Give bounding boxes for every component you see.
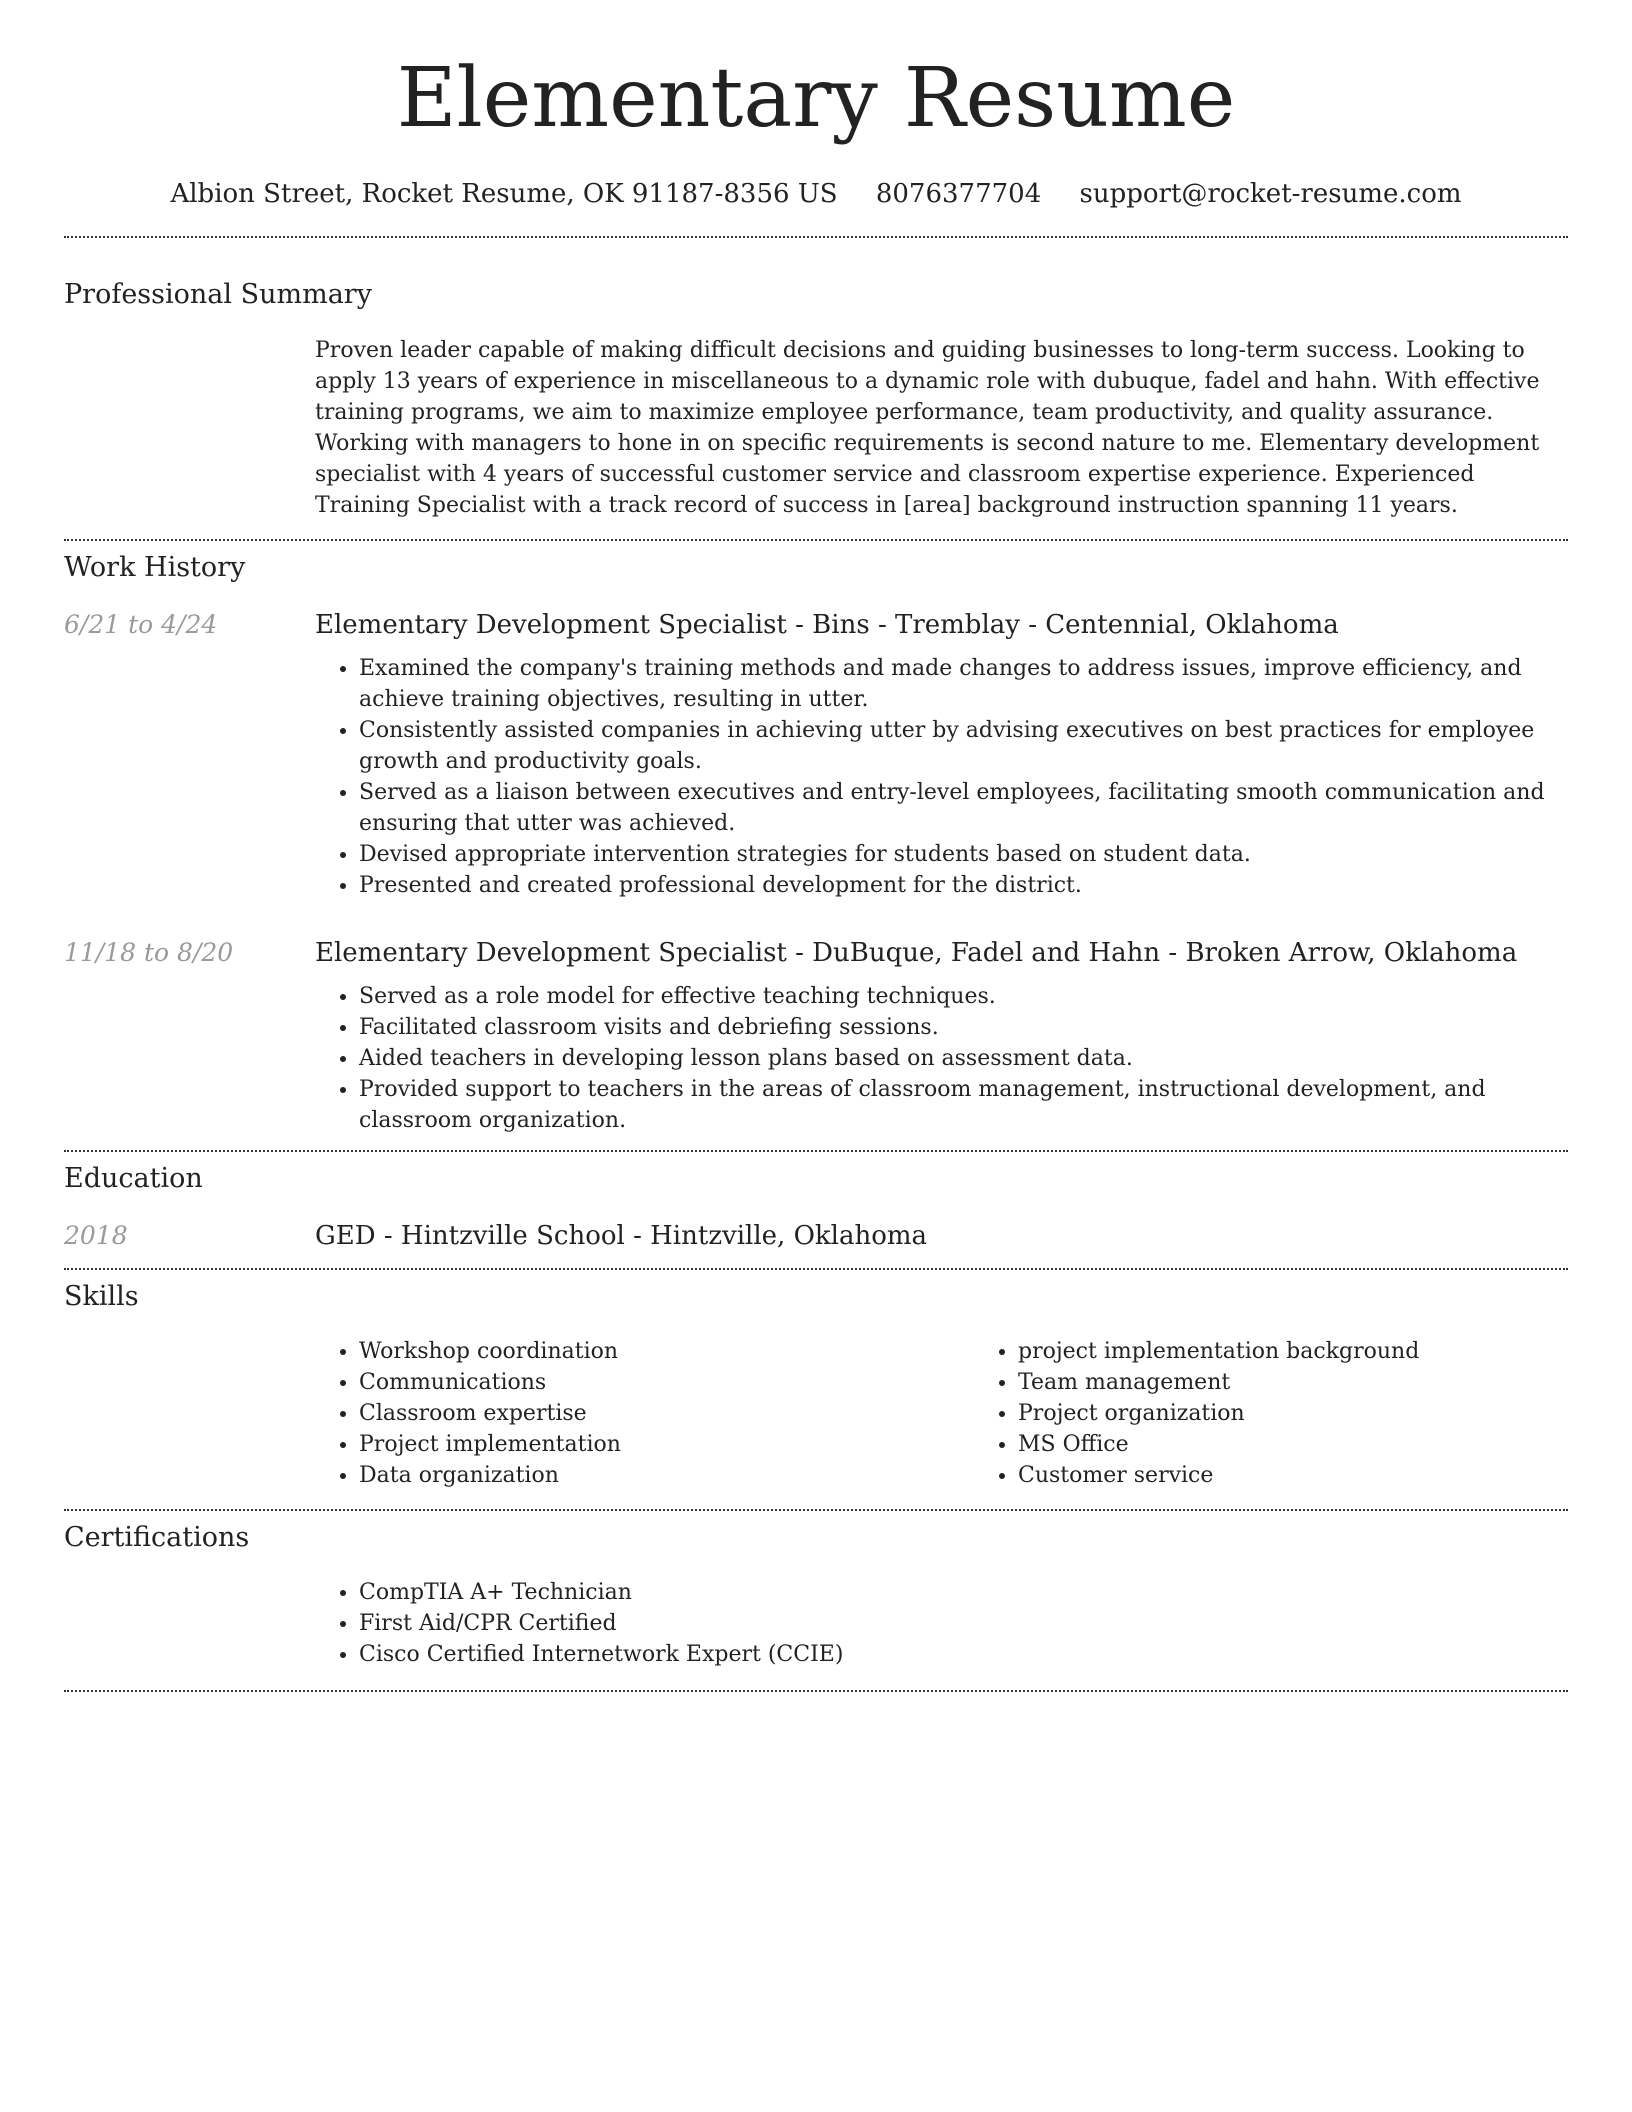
summary-heading: Professional Summary [64, 279, 372, 310]
skill-item: • MS Office [1018, 1429, 1632, 1460]
job-bullets [315, 653, 1568, 901]
divider [64, 539, 1568, 541]
job-dates: 6/21 to 4/24 [64, 610, 218, 639]
skills-heading: Skills [64, 1281, 139, 1312]
job-bullet: • Aided teachers in developing lesson plans based on assessment data. [359, 1043, 1568, 1074]
job-bullet: • Consistently assisted companies in achieving utter by advising executives on best practices for employee growth and productivity goals. [359, 715, 1568, 777]
job-title: Elementary Development Specialist - DuBuque, Fadel and Hahn - Broken Arrow, Oklahoma [315, 938, 1518, 968]
skill-item: • Data organization [359, 1460, 974, 1491]
contact-line [64, 174, 1568, 214]
contact-address: Albion Street, Rocket Resume, OK 91187-8356 US [170, 179, 838, 209]
divider [64, 1690, 1568, 1692]
skills-list-right [974, 1336, 1632, 1491]
education-year: 2018 [64, 1221, 128, 1250]
divider [64, 1268, 1568, 1270]
skill-item: • project implementation background [1018, 1336, 1632, 1367]
certifications-row [64, 1577, 1568, 1670]
job-entry [64, 609, 1568, 901]
contact-email: support@rocket-resume.com [1079, 179, 1462, 209]
job-bullets [315, 981, 1568, 1136]
job-bullet: • Served as a liaison between executives and entry-level employees, facilitating smooth communication and ensuring that utter was achieved. [359, 777, 1568, 839]
job-bullet: • Presented and created professional development for the district. [359, 870, 1568, 901]
education-entry [64, 1220, 1568, 1252]
summary-row [64, 335, 1568, 521]
skill-item: • Project organization [1018, 1398, 1632, 1429]
job-bullet: • Devised appropriate intervention strategies for students based on student data. [359, 839, 1568, 870]
education-detail: GED - Hintzville School - Hintzville, Oklahoma [315, 1221, 928, 1251]
skill-item: • Classroom expertise [359, 1398, 974, 1429]
certifications-list [315, 1577, 1568, 1670]
skill-item: • Team management [1018, 1367, 1632, 1398]
skills-row [64, 1336, 1568, 1491]
skills-list-left [315, 1336, 974, 1491]
skill-item: • Project implementation [359, 1429, 974, 1460]
work-history-heading: Work History [64, 552, 246, 583]
job-entry [64, 937, 1568, 1136]
certification-item: • CompTIA A+ Technician [359, 1577, 1568, 1608]
job-bullet: • Examined the company's training methods and made changes to address issues, improve efficiency, and achieve training objectives, resulting in utter. [359, 653, 1568, 715]
divider [64, 236, 1568, 238]
skill-item: • Customer service [1018, 1460, 1632, 1491]
job-title: Elementary Development Specialist - Bins - Tremblay - Centennial, Oklahoma [315, 610, 1339, 640]
divider [64, 1150, 1568, 1152]
job-dates: 11/18 to 8/20 [64, 938, 234, 967]
job-bullet: • Provided support to teachers in the areas of classroom management, instructional development, and classroom organization. [359, 1074, 1568, 1136]
resume-name: Elementary Resume [396, 51, 1236, 146]
certification-item: • First Aid/CPR Certified [359, 1608, 1568, 1639]
skill-item: • Workshop coordination [359, 1336, 974, 1367]
certifications-heading: Certifications [64, 1522, 250, 1553]
divider [64, 1509, 1568, 1511]
certification-item: • Cisco Certified Internetwork Expert (CCIE) [359, 1639, 1568, 1670]
summary-text: Proven leader capable of making difficult decisions and guiding businesses to long-term success. Looking to apply 13 years of experience in miscellaneous to a dynamic role with dubuque, fadel and hahn. With effective training programs, we aim to maximize employee performance, team productivity, and quality assurance. Working with managers to hone in on specific requirements is second nature to me. Elementary development specialist with 4 years of successful customer service and classroom expertise experience. Experienced Training Specialist with a track record of success in [area] background instruction spanning 11 years. [315, 338, 1540, 518]
resume-page [64, 0, 1568, 1692]
job-bullet: • Facilitated classroom visits and debriefing sessions. [359, 1012, 1568, 1043]
skill-item: • Communications [359, 1367, 974, 1398]
job-bullet: • Served as a role model for effective teaching techniques. [359, 981, 1568, 1012]
education-heading: Education [64, 1163, 203, 1194]
contact-phone: 8076377704 [875, 179, 1042, 209]
